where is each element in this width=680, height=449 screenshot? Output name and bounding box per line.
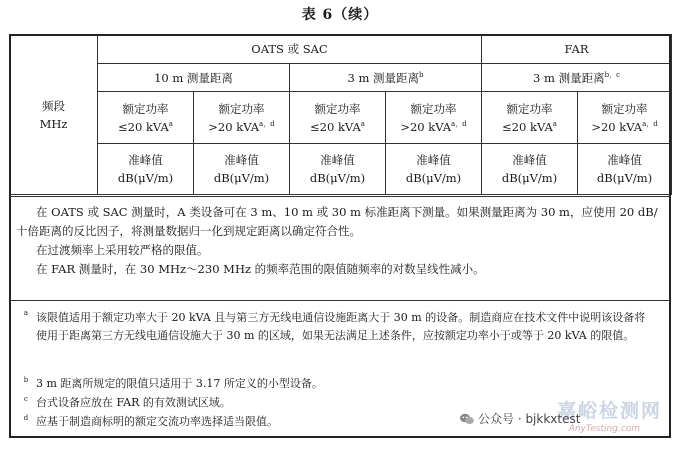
watermark — [460, 396, 670, 442]
freq-label: 频段 — [42, 98, 65, 113]
footnote-d: d 应基于制造商标明的额定交流功率选择适当限值。 — [23, 414, 278, 428]
qp-header: 准峰值 dB(μV/m) — [194, 144, 290, 195]
power-header: 额定功率 ≤20 kVA$^a$ — [482, 92, 578, 144]
qp-header: 准峰值 dB(μV/m) — [98, 144, 194, 195]
note-paragraph: 在过渡频率上采用较严格的限值。 — [36, 243, 209, 257]
dist-3m-far-header: 3 m 测量距离$^{b,c}$ — [482, 64, 672, 92]
far-header: FAR — [482, 35, 672, 64]
dist-3m-header: 3 m 测量距离$^b$ — [290, 64, 482, 92]
freq-unit: MHz — [39, 116, 68, 131]
power-header: 额定功率 ≤20 kVA$^a$ — [98, 92, 194, 144]
oats-sac-header: OATS 或 SAC — [98, 35, 482, 64]
footnote-a — [16, 309, 656, 345]
footnote-marker: a — [23, 309, 29, 317]
power-header: 额定功率 ≤20 kVA$^a$ — [290, 92, 386, 144]
qp-header: 准峰值 dB(μV/m) — [482, 144, 578, 195]
footnote-c: c 台式设备应放在 FAR 的有效测试区域。 — [24, 395, 231, 409]
watermark-account: 公众号 · bjkkxtest — [460, 410, 580, 427]
notes-divider — [9, 196, 671, 197]
qp-header: 准峰值 dB(μV/m) — [578, 144, 672, 195]
table-caption: 表 6（续） — [301, 7, 379, 23]
note-paragraph: 在 FAR 测量时，在 30 MHz～230 MHz 的频率范围的限值随频率的对数呈线性减小。 — [36, 262, 485, 276]
footnote-text: 3 m 距离所规定的限值只适用于 3.17 所定义的小型设备。 — [36, 377, 323, 390]
power-header: 额定功率 >20 kVA$^{a,d}$ — [578, 92, 672, 144]
power-header: 额定功率 >20 kVA$^{a,d}$ — [386, 92, 482, 144]
notes-block — [16, 203, 664, 279]
watermark-domain: AnyTesting.com — [568, 424, 640, 434]
power-header: 额定功率 >20 kVA$^{a,d}$ — [194, 92, 290, 144]
watermark-brand: 嘉峪检测网 — [556, 400, 662, 422]
qp-header: 准峰值 dB(μV/m) — [386, 144, 482, 195]
footnote-b: b 3 m 距离所规定的限值只适用于 3.17 所定义的小型设备。 — [23, 376, 323, 390]
footnote-text: 应基于制造商标明的额定交流功率选择适当限值。 — [36, 415, 278, 428]
dist-10m-header: 10 m 测量距离 — [98, 64, 290, 92]
footnote-text: 台式设备应放在 FAR 的有效测试区域。 — [36, 396, 231, 409]
footnote-text: 该限值适用于额定功率大于 20 kVA 且与第三方无线电通信设施距离大于 30 m 的设备。制造商应在技术文件中说明该设备将使用于距离第三方无线电通信设施大于 30 m 的区域，如果无法满足上述条件，应按额定功率小于或等于 20 kVA 的限值。 — [36, 311, 646, 342]
wechat-icon — [460, 413, 474, 425]
qp-header: 准峰值 dB(μV/m) — [290, 144, 386, 195]
footnotes-divider — [9, 300, 671, 301]
note-paragraph: 在 OATS 或 SAC 测量时，A 类设备可在 3 m、10 m 或 30 m 标准距离下测量。如果测量距离为 30 m，应使用 20 dB/十倍距离的反比因子，将测量数据归一化到规定距离以确定符合性。 — [16, 205, 658, 238]
